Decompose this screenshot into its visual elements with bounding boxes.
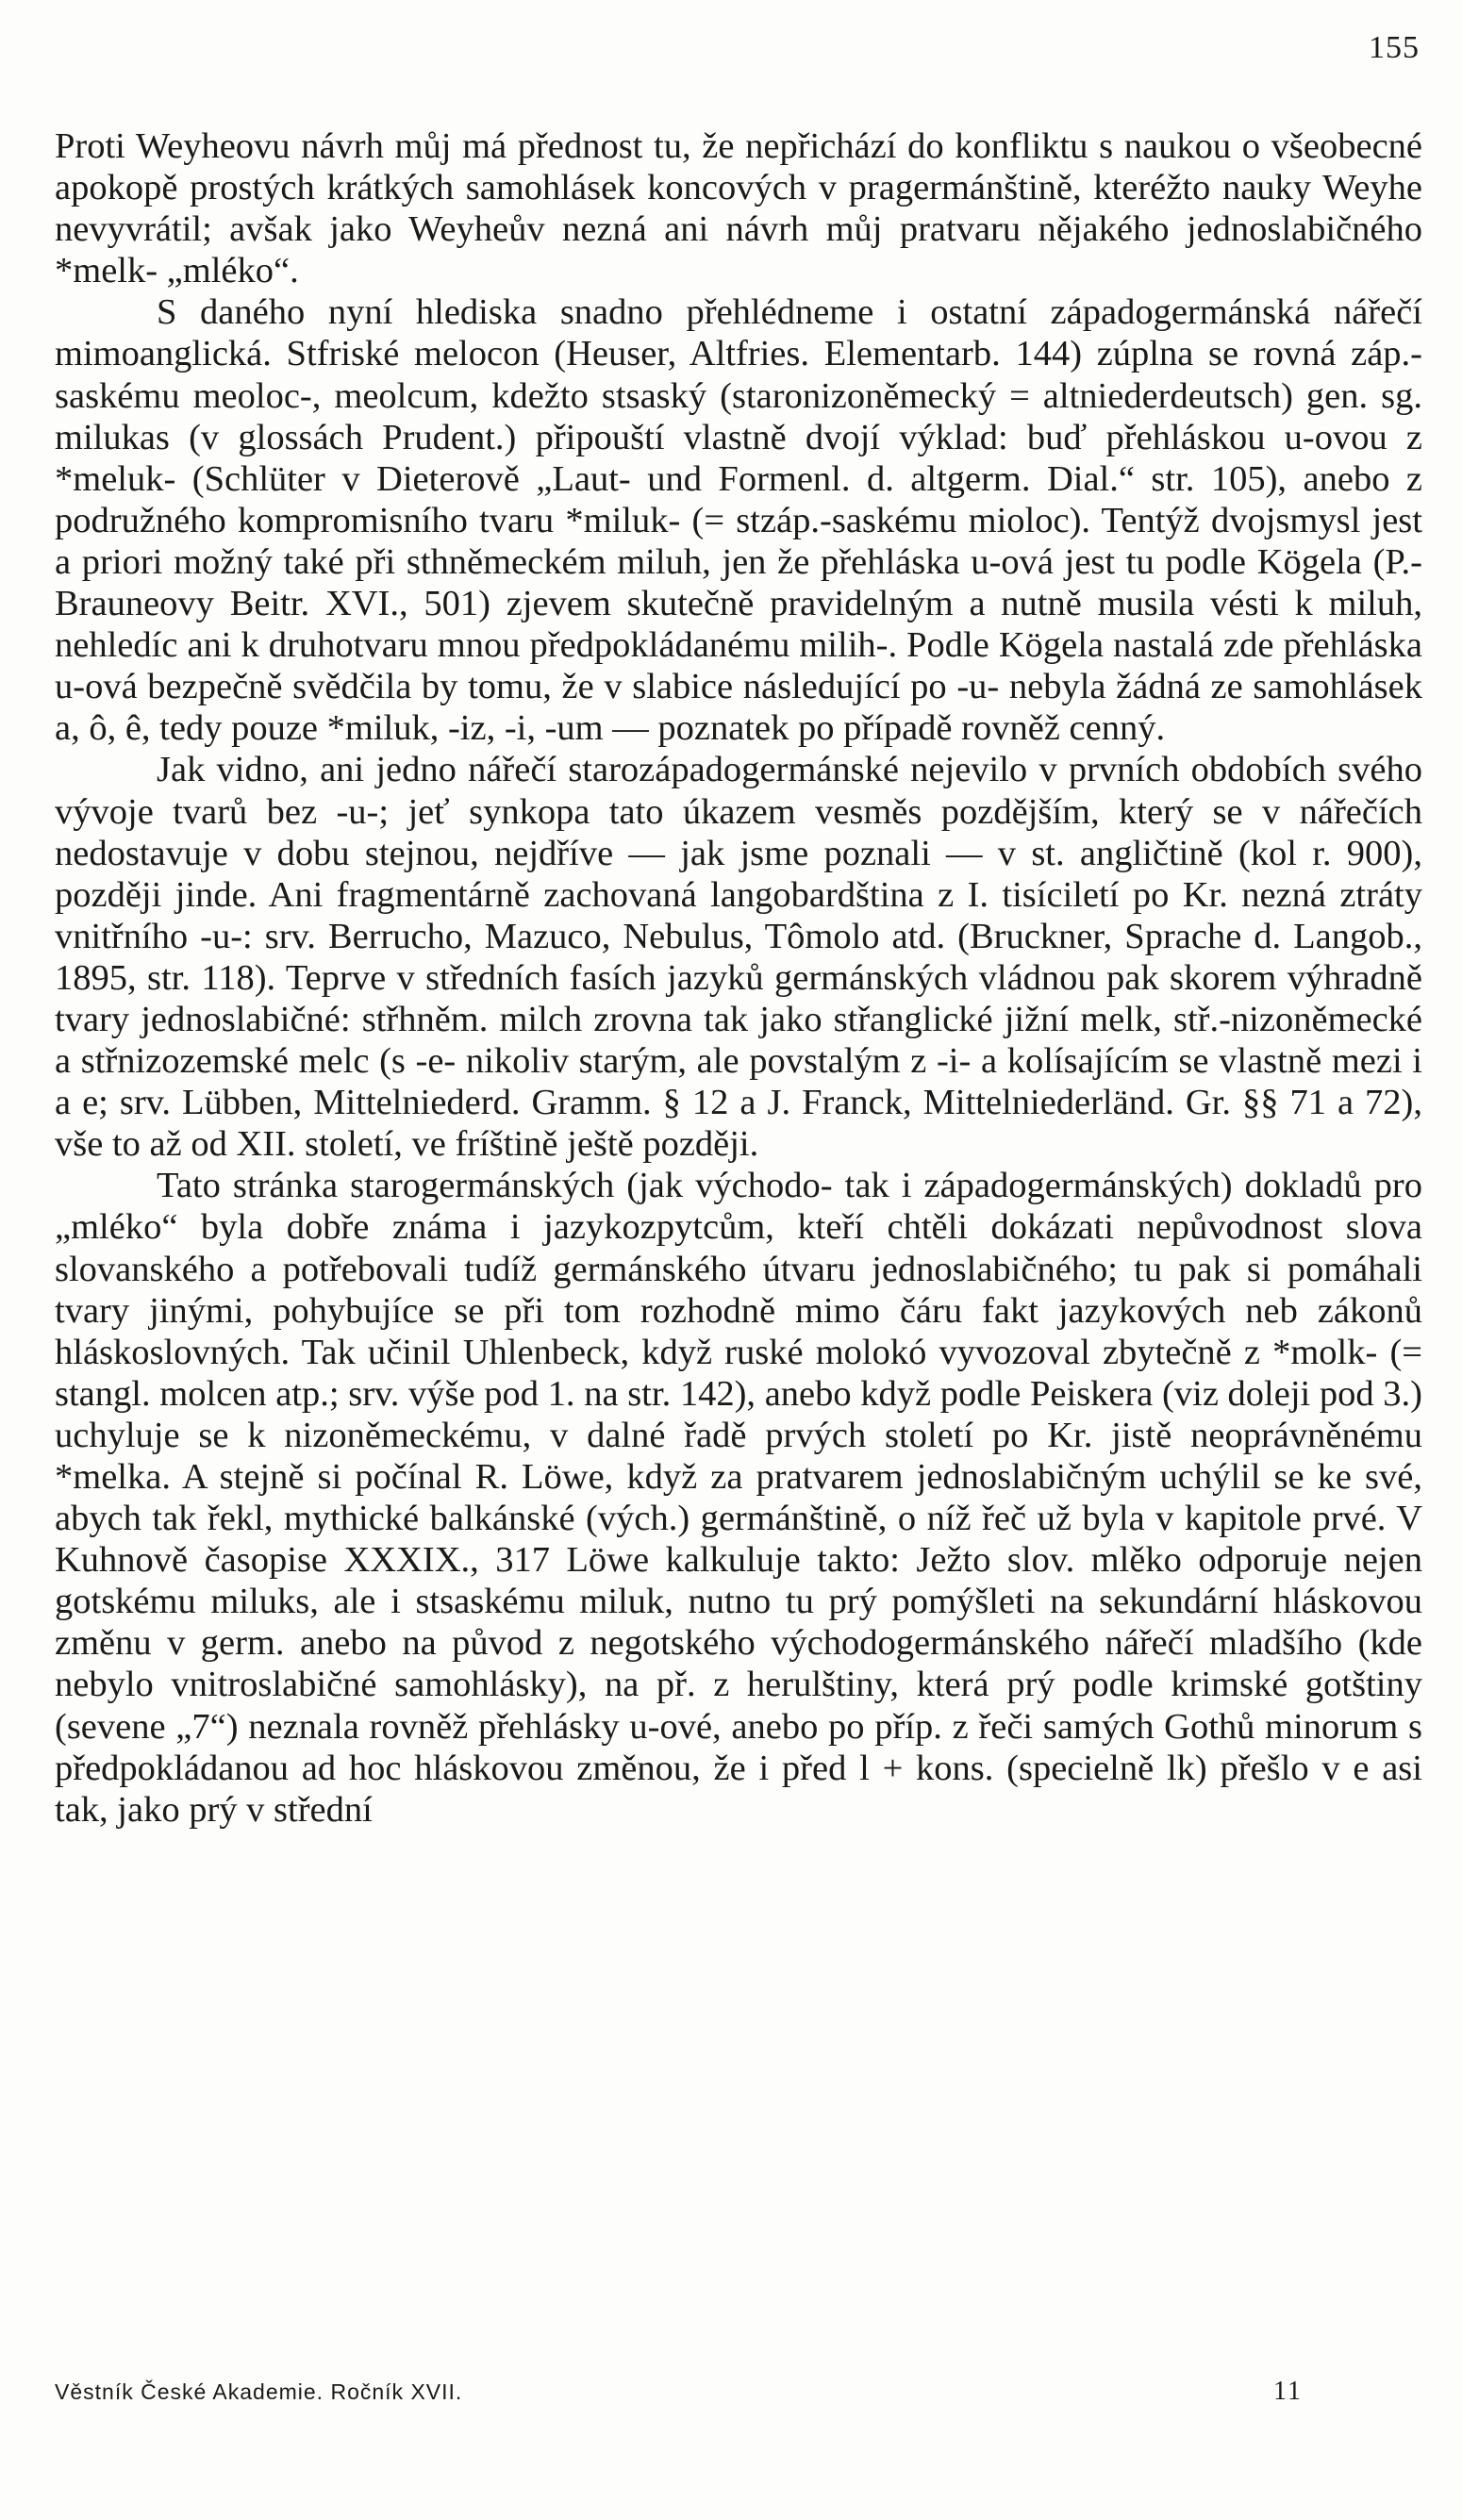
footer-signature-mark: 11 xyxy=(1273,2377,1303,2406)
paragraph-1: Proti Weyheovu návrh můj má přednost tu, že nepřichází do konfliktu s naukou o všeobecné apokopě prostých krátkých samohlásek koncových v pragermánštině, kteréžto nauky Weyhe nevyvrátil; avšak jako Weyheův nezná ani návrh můj pratvaru nějakého jednoslabičného *melk- „mléko“. xyxy=(55,126,1422,291)
paragraph-3: Jak vidno, ani jedno nářečí starozápadogermánské nejevilo v prvních obdobích svého vývoje tvarů bez -u-; jeť synkopa tato úkazem vesměs pozdějším, který se v nářečích nedostavuje v dobu stejnou, nejdříve — jak jsme poznali — v st. angličtině (kol r. 900), později jinde. Ani fragmentárně zachovaná langobardština z I. tisíciletí po Kr. nezná ztráty vnitřního -u-: srv. Berrucho, Mazuco, Nebulus, Tômolo atd. (Bruckner, Sprache d. Langob., 1895, str. 118). Teprve v středních fasích jazyků germánských vládnou pak skorem výhradně tvary jednoslabičné: střhněm. milch zrovna tak jako střanglické jižní melk, stř.-nizoněmecké a střnizozemské melc (s -e- nikoliv starým, ale povstalým z -i- a kolísajícím se vlastně mezi i a e; srv. Lübben, Mittelniederd. Gramm. § 12 a J. Franck, Mittelniederländ. Gr. §§ 71 a 72), vše to až od XII. století, ve fríštině ještě později. xyxy=(55,750,1422,1165)
page-number: 155 xyxy=(1369,30,1420,65)
footer-journal-title: Věstník České Akademie. Ročník XVII. xyxy=(55,2379,463,2404)
paragraph-2: S daného nyní hlediska snadno přehlédneme i ostatní západogermánská nářečí mimoanglická. Stfriské melocon (Heuser, Altfries. Elementarb. 144) zúplna se rovná záp.-saskému meoloc-, meolcum, kdežto stsaský (staronizoněmecký = altniederdeutsch) gen. sg. milukas (v glossách Prudent.) připouští vlastně dvojí výklad: buď přehláskou u-ovou z *meluk- (Schlüter v Dieterově „Laut- und Formenl. d. altgerm. Dial.“ str. 105), anebo z podružného kompromisního tvaru *miluk- (= stzáp.-saskému mioloc). Tentýž dvojsmysl jest a priori možný také při sthněmeckém miluh, jen že přehláska u-ová jest tu podle Kögela (P.-Brauneovy Beitr. XVI., 501) zjevem skutečně pravidelným a nutně musila vésti k miluh, nehledíc ani k druhotvaru mnou předpokládanému milih-. Podle Kögela nastalá zde přehláska u-ová bezpečně svědčila by tomu, že v slabice následující po -u- nebyla žádná ze samohlásek a, ô, ê, tedy pouze *miluk, -iz, -i, -um — poznatek po případě rovněž cenný. xyxy=(55,292,1422,749)
paragraph-4: Tato stránka starogermánských (jak východo- tak i západogermánských) dokladů pro „mléko“ byla dobře známa i jazykozpytcům, kteří chtěli dokázati nepůvodnost slova slovanského a potřebovali tudíž germánského útvaru jednoslabičného; tu pak si pomáhali tvary jinými, pohybujíce se při tom rozhodně mimo čáru fakt jazykových neb zákonů hláskoslovných. Tak učinil Uhlenbeck, když ruské molokó vyvozoval zbytečně z *molk- (= stangl. molcen atp.; srv. výše pod 1. na str. 142), anebo když podle Peiskera (viz doleji pod 3.) uchyluje se k nizoněmeckému, v dalné řadě prvých století po Kr. jistě neoprávněnému *melka. A stejně si počínal R. Löwe, když za pratvarem jednoslabičným uchýlil se ke své, abych tak řekl, mythické balkánské (vých.) germánštině, o níž řeč už byla v kapitole prvé. V Kuhnově časopise XXXIX., 317 Löwe kalkuluje takto: Ježto slov. mlěko odporuje nejen gotskému miluks, ale i stsaskému miluk, nutno tu prý pomýšleti na sekundární hláskovou změnu v germ. anebo na původ z negotského východogermánského nářečí mladšího (kde nebylo vnitroslabičné samohlásky), na př. z herulštiny, která prý podle krimské gotštiny (sevene „7“) neznala rovněž přehlásky u-ové, anebo po příp. z řeči samých Gothů minorum s předpokládanou ad hoc hláskovou změnou, že i před l + kons. (specielně lk) přešlo v e asi tak, jako prý v střední xyxy=(55,1166,1422,1830)
body-text xyxy=(55,125,1422,1831)
